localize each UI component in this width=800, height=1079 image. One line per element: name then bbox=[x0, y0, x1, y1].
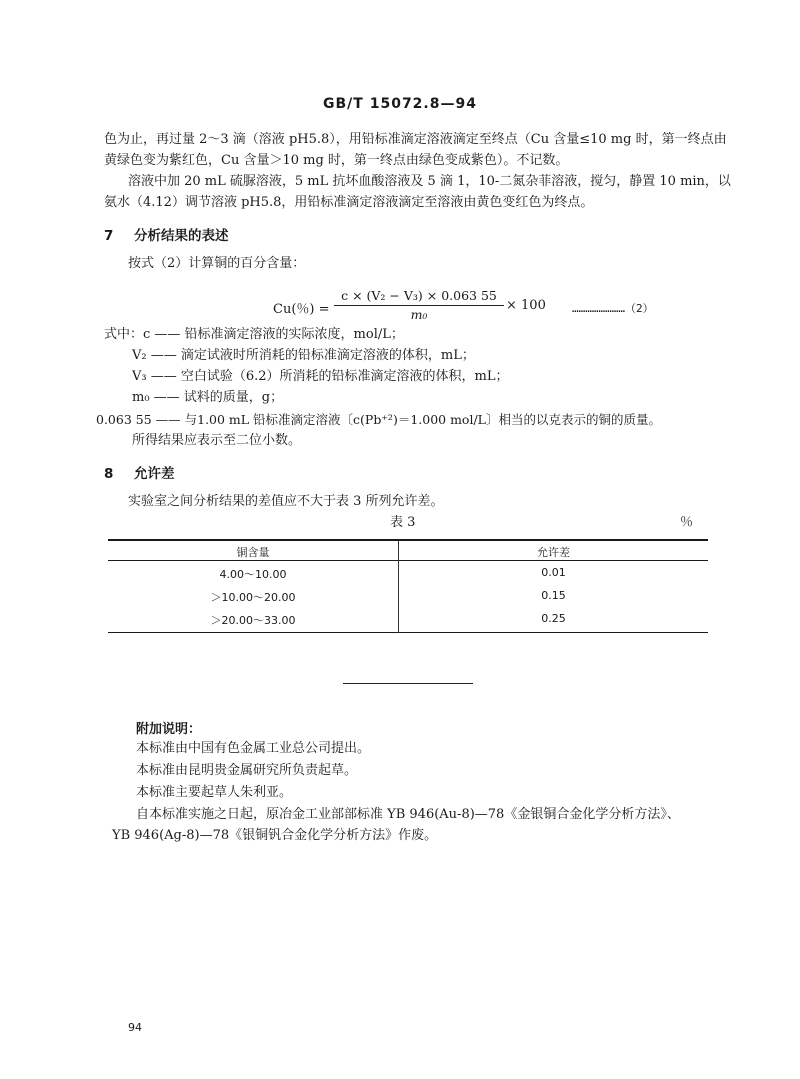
table-top-border bbox=[108, 539, 708, 541]
table-unit: ％ bbox=[680, 515, 694, 530]
table-cell: 0.15 bbox=[541, 589, 566, 602]
formula-fraction bbox=[334, 288, 504, 322]
formula-intro: 按式（2）计算铜的百分含量： bbox=[128, 256, 306, 271]
table-cell: 0.01 bbox=[541, 566, 566, 579]
appendix-line: 本标准由昆明贵金属研究所负责起草。 bbox=[136, 763, 358, 778]
table-cell: ＞20.00～33.00 bbox=[210, 614, 296, 627]
formula-factor: × 100 bbox=[506, 298, 546, 313]
appendix-line: 本标准主要起草人朱利亚。 bbox=[136, 785, 293, 800]
paragraph-2-line-2: 氨水（4.12）调节溶液 pH5.8，用铅标准滴定溶液滴定至溶液由黄色变红色为终点。 bbox=[104, 195, 594, 210]
section-8-heading bbox=[104, 462, 175, 482]
section-separator bbox=[343, 683, 473, 684]
table-caption: 表 3 bbox=[390, 515, 416, 530]
formula-denominator: m₀ bbox=[410, 307, 428, 322]
page-number: 94 bbox=[128, 1021, 142, 1034]
appendix-line: 本标准由中国有色金属工业总公司提出。 bbox=[136, 741, 371, 756]
paragraph-1-line-1: 色为止，再过量 2～3 滴（溶液 pH5.8），用铅标准滴定溶液滴定至终点（Cu 含量≤10 mg 时，第一终点由 bbox=[104, 132, 727, 147]
appendix-title: 附加说明： bbox=[136, 722, 202, 737]
section-title: 允许差 bbox=[134, 466, 175, 482]
paragraph-1-line-2: 黄绿色变为紫红色，Cu 含量＞10 mg 时，第一终点由绿色变成紫色）。不记数。 bbox=[104, 153, 569, 168]
table-header-copper: 铜含量 bbox=[236, 546, 270, 559]
definition-v3: V₃ —— 空白试验（6.2）所消耗的铅标准滴定溶液的体积，mL； bbox=[132, 369, 509, 384]
document-code: GB/T 15072.8—94 bbox=[323, 96, 477, 112]
table-bottom-border bbox=[108, 632, 708, 633]
appendix-line: 自本标准实施之日起，原冶金工业部部标准 YB 946(Au-8)—78《金银铜合金化学分析方法》、 bbox=[136, 807, 680, 822]
section-number: 7 bbox=[104, 228, 114, 244]
formula-reference: ……………………（2） bbox=[572, 302, 654, 315]
paragraph-2-line-1: 溶液中加 20 mL 硫脲溶液，5 mL 抗坏血酸溶液及 5 滴 1，10-二氮杂菲溶液，搅匀，静置 10 min，以 bbox=[128, 174, 731, 189]
result-precision-note: 所得结果应表示至二位小数。 bbox=[132, 433, 302, 448]
section-number: 8 bbox=[104, 466, 114, 482]
section-title: 分析结果的表述 bbox=[134, 228, 229, 244]
appendix-line: YB 946(Ag-8)—78《银铜钒合金化学分析方法》作废。 bbox=[112, 828, 438, 843]
table-header-tolerance: 允许差 bbox=[537, 546, 570, 559]
definition-c: 式中：c —— 铅标准滴定溶液的实际浓度，mol/L； bbox=[104, 327, 404, 342]
table-cell: ＞10.00～20.00 bbox=[210, 591, 296, 604]
table-cell: 0.25 bbox=[541, 612, 566, 625]
definition-constant: 0.063 55 —— 与1.00 mL 铅标准滴定溶液〔c(Pb⁺²)＝1.000 mol/L〕相当的以克表示的铜的质量。 bbox=[96, 412, 661, 427]
table-intro: 实验室之间分析结果的差值应不大于表 3 所列允许差。 bbox=[128, 494, 444, 509]
formula-lhs: Cu(％) = bbox=[273, 302, 330, 317]
definition-m0: m₀ —— 试料的质量，g； bbox=[132, 390, 284, 405]
section-7-heading bbox=[104, 224, 229, 244]
fraction-bar bbox=[334, 305, 504, 306]
formula-numerator: c × (V₂ − V₃) × 0.063 55 bbox=[341, 288, 497, 303]
definition-v2: V₂ —— 滴定试液时所消耗的铅标准滴定溶液的体积，mL； bbox=[132, 348, 475, 363]
table-header-divider bbox=[108, 560, 708, 561]
table-cell: 4.00～10.00 bbox=[219, 568, 287, 581]
